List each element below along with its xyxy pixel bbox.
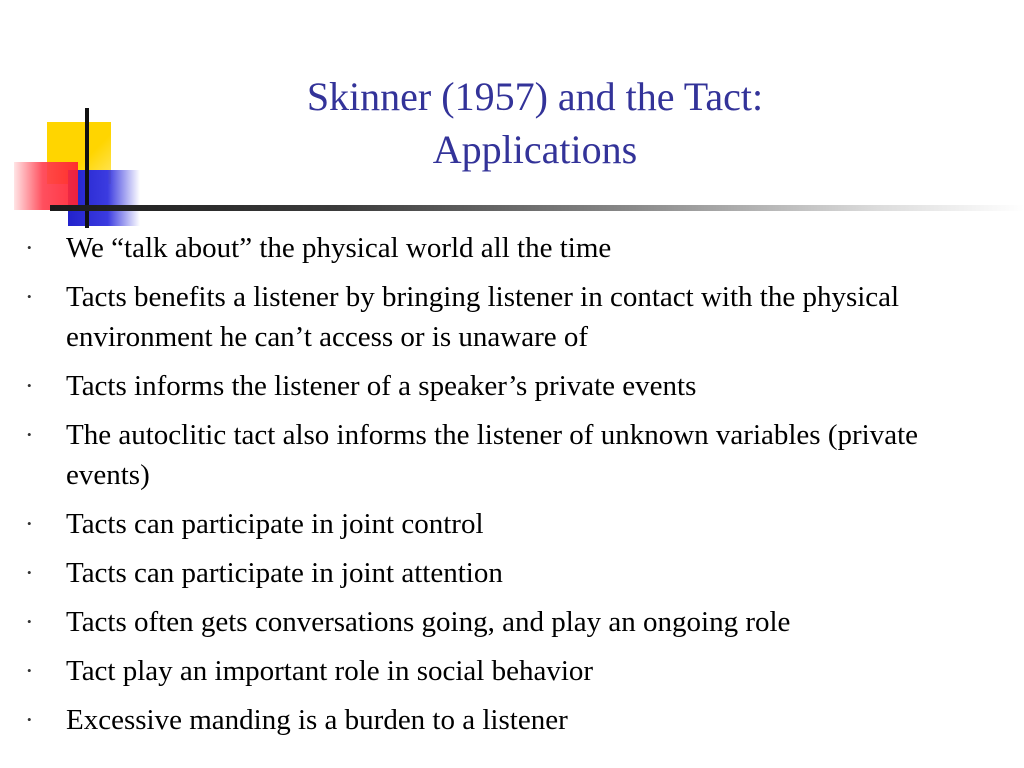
- bullet-list: [0, 228, 1024, 749]
- bullet-text: We “talk about” the physical world all the time: [66, 232, 612, 264]
- slide-title: [230, 70, 840, 176]
- bullet-text: Tacts can participate in joint control: [66, 508, 484, 540]
- bullet-item: [0, 228, 1024, 268]
- bullet-dot-icon: •: [27, 565, 32, 580]
- bullet-item: [0, 602, 1024, 642]
- bullet-item: [0, 700, 1024, 740]
- bullet-item: [0, 366, 1024, 406]
- bullet-text: Excessive manding is a burden to a listener: [66, 704, 568, 736]
- bullet-text: Tacts informs the listener of a speaker’s private events: [66, 370, 697, 402]
- slide-title-line-1: Skinner (1957) and the Tact:: [306, 74, 764, 119]
- bullet-item: [0, 504, 1024, 544]
- bullet-dot-icon: •: [27, 289, 32, 304]
- bullet-text: Tacts can participate in joint attention: [66, 557, 503, 589]
- bullet-dot-icon: •: [27, 240, 32, 255]
- red-square: [14, 162, 78, 210]
- bullet-dot-icon: •: [27, 614, 32, 629]
- bullet-dot-icon: •: [27, 427, 32, 442]
- bullet-text: The autoclitic tact also informs the listener of unknown variables (private events): [66, 419, 919, 491]
- bullet-text: Tacts often gets conversations going, and play an ongoing role: [66, 606, 791, 638]
- bullet-text: Tact play an important role in social behavior: [66, 655, 594, 687]
- bullet-text: Tacts benefits a listener by bringing listener in contact with the physical environment he can’t access or is unaware of: [66, 281, 900, 353]
- bullet-dot-icon: •: [27, 712, 32, 727]
- bullet-item: [0, 277, 1024, 357]
- bullet-dot-icon: •: [27, 378, 32, 393]
- blue-square: [68, 170, 140, 226]
- decorative-logo: [0, 0, 200, 240]
- slide-title-line-2: Applications: [432, 127, 638, 172]
- bullet-item: [0, 651, 1024, 691]
- title-divider: [50, 205, 1024, 211]
- bullet-item: [0, 553, 1024, 593]
- bullet-dot-icon: •: [27, 663, 32, 678]
- bullet-dot-icon: •: [27, 516, 32, 531]
- bullet-item: [0, 415, 1024, 495]
